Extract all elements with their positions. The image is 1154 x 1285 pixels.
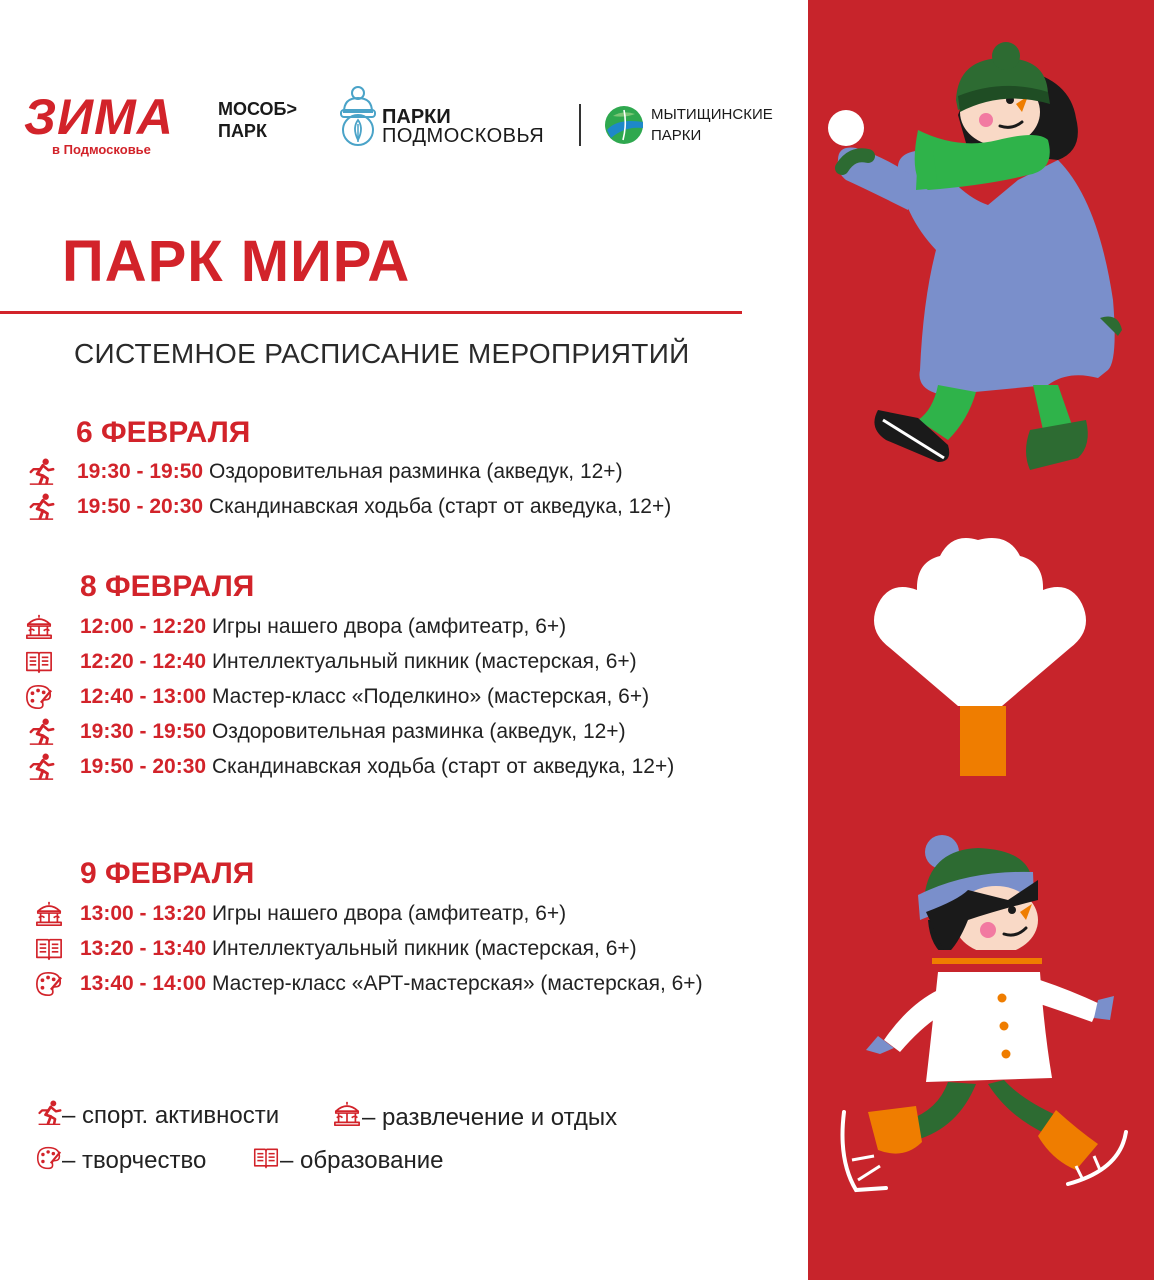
event-description: Интеллектуальный пикник (мастерская, 6+) <box>211 650 637 673</box>
legend-item-sport <box>36 1100 279 1130</box>
event-description: Оздоровительная разминка (акведук, 12+) <box>208 460 623 483</box>
event-description: Мастер-класс «Поделкино» (мастерская, 6+) <box>211 685 650 708</box>
event-time: 19:50 - 20:30 <box>80 755 207 778</box>
zima-logo-subtitle: в Подмосковье <box>52 142 151 157</box>
event-row <box>24 682 804 717</box>
title-underline <box>0 311 742 314</box>
legend-item-education <box>252 1145 443 1175</box>
logo-divider <box>579 104 581 146</box>
day-date: 6 ФЕВРАЛЯ <box>76 416 251 449</box>
event-description: Скандинавская ходьба (старт от акведука, 12+) <box>208 495 672 518</box>
event-time: 12:20 - 12:40 <box>80 650 207 673</box>
page-title: ПАРК МИРА <box>62 229 411 294</box>
event-description: Игры нашего двора (амфитеатр, 6+) <box>211 615 567 638</box>
snow-tree-illustration <box>874 538 1086 776</box>
event-time: 12:00 - 12:20 <box>80 615 207 638</box>
event-row <box>24 647 804 682</box>
girl-throwing-snowball-illustration <box>828 42 1122 470</box>
event-row <box>24 752 804 787</box>
day-date: 9 ФЕВРАЛЯ <box>80 857 255 890</box>
event-row <box>34 899 804 934</box>
day-date: 8 ФЕВРАЛЯ <box>80 570 255 603</box>
event-list <box>24 612 804 787</box>
book-icon <box>34 935 64 963</box>
event-row <box>34 969 804 1004</box>
mosobpark-logo <box>218 98 297 142</box>
palette-icon <box>36 1145 62 1171</box>
mosobpark-logo-line1: МОСОБ> <box>218 99 297 119</box>
sport-icon <box>26 753 56 781</box>
event-time: 19:30 - 19:50 <box>77 460 204 483</box>
event-row <box>34 934 804 969</box>
palette-icon <box>24 683 54 711</box>
event-time: 12:40 - 13:00 <box>80 685 207 708</box>
legend-item-entertainment <box>332 1100 617 1132</box>
event-time: 13:40 - 14:00 <box>80 972 207 995</box>
event-list <box>26 457 786 527</box>
page-subtitle: СИСТЕМНОЕ РАСПИСАНИЕ МЕРОПРИЯТИЙ <box>74 338 690 369</box>
day-section-9-feb <box>80 857 254 899</box>
mytishchi-logo-text <box>651 104 773 146</box>
carousel-icon <box>332 1100 362 1128</box>
sport-icon <box>36 1100 62 1126</box>
myt-logo-line2: ПАРКИ <box>651 127 702 144</box>
mytishchi-parks-logo <box>603 104 773 151</box>
event-description: Мастер-класс «АРТ-мастерская» (мастерская, 6+) <box>211 972 703 995</box>
event-time: 19:30 - 19:50 <box>80 720 207 743</box>
zima-logo-title: ЗИМА <box>24 89 174 145</box>
palette-icon <box>34 970 64 998</box>
mosobpark-logo-line2: ПАРК <box>218 121 267 141</box>
leaf-globe-icon <box>603 104 645 146</box>
parki-logo-line2: ПОДМОСКОВЬЯ <box>382 125 545 147</box>
legend-label: – образование <box>280 1147 444 1174</box>
hat-emblem-icon <box>336 86 380 148</box>
book-icon <box>24 648 54 676</box>
sport-icon <box>26 493 56 521</box>
winter-characters-illustration <box>808 0 1154 1280</box>
day-section-8-feb <box>80 570 254 612</box>
event-row <box>24 717 804 752</box>
legend-label: – спорт. активности <box>62 1102 280 1129</box>
legend-label: – развлечение и отдых <box>362 1104 618 1131</box>
zima-logo <box>24 89 174 157</box>
event-description: Игры нашего двора (амфитеатр, 6+) <box>211 902 567 925</box>
event-time: 13:20 - 13:40 <box>80 937 207 960</box>
book-icon <box>252 1145 280 1171</box>
event-time: 19:50 - 20:30 <box>77 495 204 518</box>
event-row <box>24 612 804 647</box>
carousel-icon <box>24 613 54 641</box>
event-row <box>26 492 786 527</box>
sport-icon <box>26 458 56 486</box>
event-list <box>34 899 804 1004</box>
sport-icon <box>26 718 56 746</box>
parki-logo-line1: ПАРКИ <box>382 106 451 128</box>
event-row <box>26 457 786 492</box>
carousel-icon <box>34 900 64 928</box>
legend-item-creativity <box>36 1145 206 1175</box>
day-section-6-feb <box>76 416 250 458</box>
boy-skating-illustration <box>843 835 1127 1190</box>
event-description: Оздоровительная разминка (акведук, 12+) <box>211 720 626 743</box>
illustration-panel <box>808 0 1154 1280</box>
event-time: 13:00 - 13:20 <box>80 902 207 925</box>
myt-logo-line1: МЫТИЩИНСКИЕ <box>651 106 773 123</box>
legend-label: – творчество <box>62 1147 207 1174</box>
event-description: Скандинавская ходьба (старт от акведука, 12+) <box>211 755 675 778</box>
event-description: Интеллектуальный пикник (мастерская, 6+) <box>211 937 637 960</box>
